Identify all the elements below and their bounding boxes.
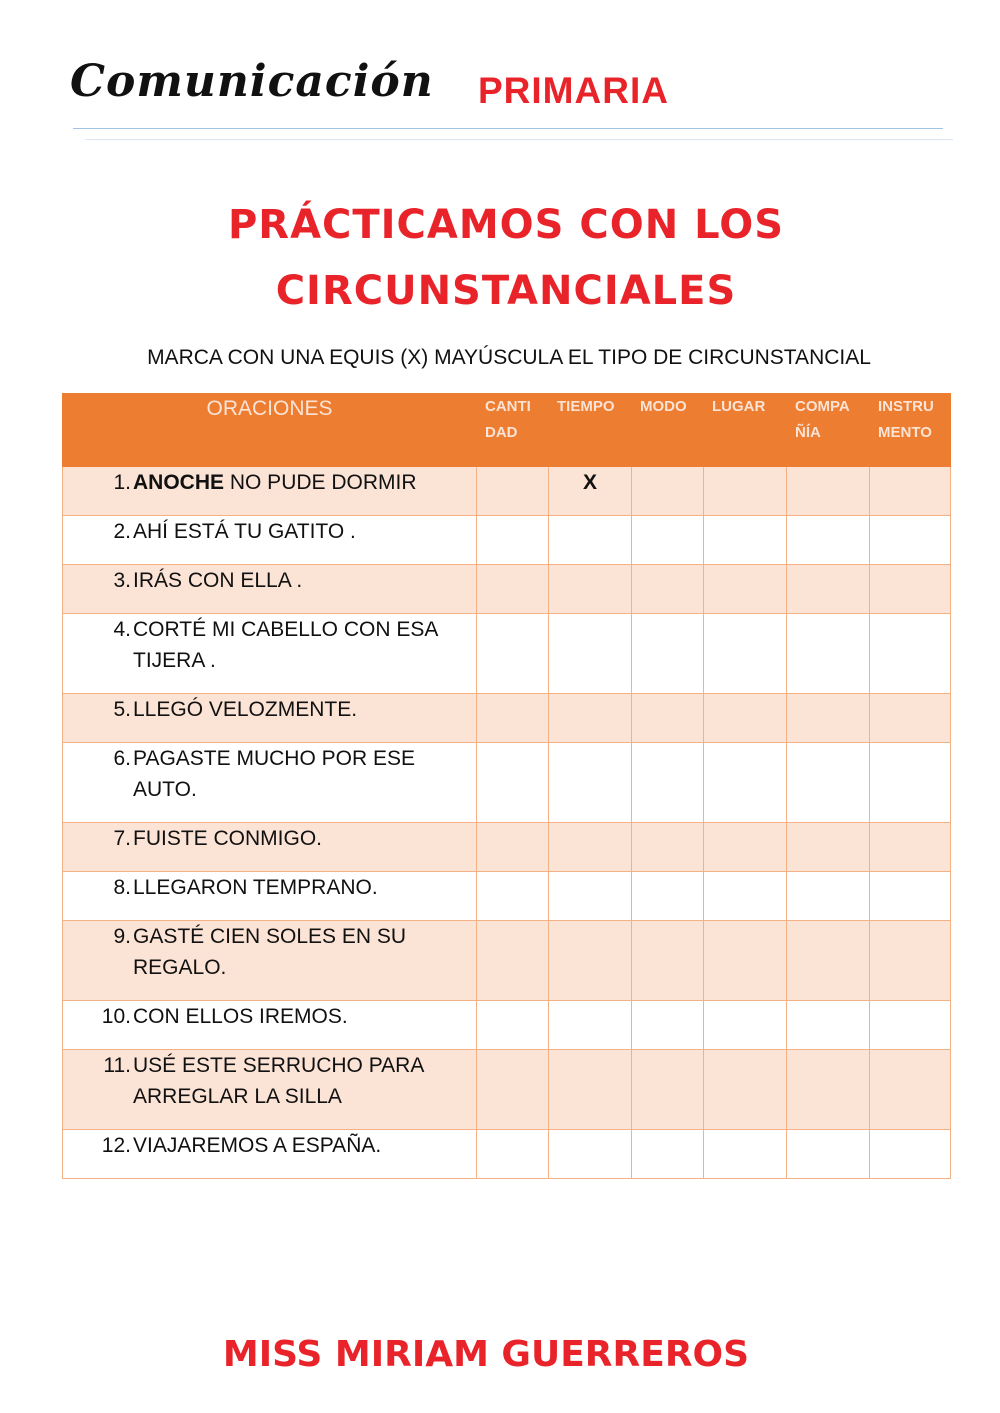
sentence-body: PAGASTE MUCHO POR ESE AUTO.	[133, 747, 420, 801]
sentence-cell	[63, 743, 477, 823]
header-lugar	[704, 394, 787, 467]
sentence-text	[132, 1130, 458, 1161]
answer-cell[interactable]	[549, 516, 632, 565]
answer-cell[interactable]	[870, 516, 951, 565]
header-modo	[632, 394, 704, 467]
sentence-body: AHÍ ESTÁ TU GATITO .	[133, 520, 356, 543]
table-row	[63, 1130, 951, 1179]
answer-cell[interactable]	[870, 467, 951, 516]
sentence-cell	[63, 823, 477, 872]
answer-cell[interactable]	[870, 1130, 951, 1179]
answer-cell[interactable]	[787, 1001, 870, 1050]
sentence-number: 1.	[113, 471, 131, 494]
answer-cell[interactable]	[477, 516, 549, 565]
answer-cell[interactable]	[870, 823, 951, 872]
table-row	[63, 694, 951, 743]
answer-cell[interactable]	[549, 743, 632, 823]
answer-cell[interactable]	[549, 694, 632, 743]
answer-cell[interactable]	[787, 694, 870, 743]
answer-cell[interactable]	[704, 921, 787, 1001]
answer-cell[interactable]	[787, 743, 870, 823]
header-divider-secondary	[85, 139, 953, 140]
table-row	[63, 516, 951, 565]
sentence-number: 11.	[103, 1054, 131, 1077]
answer-cell[interactable]	[632, 694, 704, 743]
header-instrumento	[870, 394, 951, 467]
answer-cell[interactable]	[632, 1130, 704, 1179]
table-header-row	[63, 394, 951, 467]
header-instrumento-label: INSTRU MENTO	[878, 398, 934, 441]
header-oraciones: ORACIONES	[63, 394, 477, 467]
answer-cell[interactable]	[549, 1050, 632, 1130]
sentence-body: NO PUDE DORMIR	[224, 471, 417, 494]
answer-cell[interactable]	[477, 743, 549, 823]
sentence-text	[132, 872, 458, 903]
instruction-text: MARCA CON UNA EQUIS (X) MAYÚSCULA EL TIPO DE CIRCUNSTANCIAL	[147, 346, 871, 369]
sentence-number: 2.	[113, 520, 131, 543]
answer-cell[interactable]	[870, 872, 951, 921]
level-label: PRIMARIA	[478, 70, 669, 111]
sentence-body: CORTÉ MI CABELLO CON ESA TIJERA .	[133, 618, 443, 672]
answer-cell[interactable]	[632, 823, 704, 872]
answer-cell[interactable]	[704, 823, 787, 872]
answer-cell[interactable]	[787, 1130, 870, 1179]
answer-cell[interactable]: X	[549, 467, 632, 516]
answer-cell[interactable]	[477, 921, 549, 1001]
answer-cell[interactable]	[704, 1050, 787, 1130]
answer-cell[interactable]	[632, 516, 704, 565]
table-row	[63, 1050, 951, 1130]
author-footer: MISS MIRIAM GUERREROS	[222, 1334, 750, 1375]
answer-cell[interactable]	[632, 614, 704, 694]
sentence-text	[132, 467, 458, 498]
sentence-cell	[63, 872, 477, 921]
sentence-text	[132, 1001, 458, 1032]
answer-cell[interactable]	[870, 921, 951, 1001]
sentence-number: 10.	[101, 1005, 131, 1028]
sentence-body: GASTÉ CIEN SOLES EN SU REGALO.	[133, 925, 412, 979]
answer-cell[interactable]	[632, 872, 704, 921]
answer-cell[interactable]	[632, 565, 704, 614]
answer-cell[interactable]	[704, 614, 787, 694]
answer-cell[interactable]	[549, 921, 632, 1001]
sentence-body: LLEGARON TEMPRANO.	[133, 876, 378, 899]
answer-cell[interactable]	[704, 1130, 787, 1179]
title-line-1: PRÁCTICAMOS CON LOS	[227, 202, 785, 248]
answer-cell[interactable]	[704, 694, 787, 743]
sentence-text	[132, 516, 458, 547]
table-row	[63, 614, 951, 694]
answer-cell[interactable]	[870, 1001, 951, 1050]
answer-cell[interactable]	[787, 872, 870, 921]
answer-cell[interactable]	[704, 516, 787, 565]
table-row	[63, 743, 951, 823]
answer-cell[interactable]	[549, 823, 632, 872]
answer-cell[interactable]	[870, 614, 951, 694]
sentence-cell	[63, 516, 477, 565]
sentence-number: 4.	[113, 618, 131, 641]
sentence-text	[132, 921, 458, 983]
answer-cell[interactable]	[549, 1001, 632, 1050]
answer-cell[interactable]	[549, 614, 632, 694]
table-row	[63, 872, 951, 921]
sentence-body: CON ELLOS IREMOS.	[133, 1005, 348, 1028]
table-row	[63, 565, 951, 614]
table-row	[63, 1001, 951, 1050]
sentence-cell	[63, 1130, 477, 1179]
answer-cell[interactable]	[632, 921, 704, 1001]
answer-cell[interactable]	[870, 565, 951, 614]
answer-cell[interactable]	[632, 467, 704, 516]
sentence-highlight: ANOCHE	[133, 471, 225, 494]
answer-cell[interactable]	[787, 921, 870, 1001]
sentence-body: FUISTE CONMIGO.	[133, 827, 322, 850]
answer-cell[interactable]	[704, 872, 787, 921]
answer-cell[interactable]	[870, 694, 951, 743]
answer-cell[interactable]	[477, 1130, 549, 1179]
answer-cell[interactable]	[632, 743, 704, 823]
answer-cell[interactable]	[704, 467, 787, 516]
sentence-cell	[63, 565, 477, 614]
header-compania-label: COMPA ÑÍA	[795, 398, 850, 441]
sentence-cell	[63, 614, 477, 694]
exercise-table	[62, 393, 951, 1179]
header-divider	[73, 128, 943, 129]
answer-cell[interactable]	[787, 565, 870, 614]
answer-cell[interactable]	[787, 614, 870, 694]
answer-cell[interactable]	[632, 1001, 704, 1050]
answer-cell[interactable]	[549, 1130, 632, 1179]
table-row	[63, 823, 951, 872]
sentence-text	[132, 614, 458, 676]
answer-cell[interactable]	[704, 565, 787, 614]
sentence-number: 9.	[113, 925, 131, 948]
answer-cell[interactable]	[477, 694, 549, 743]
answer-cell[interactable]	[477, 1050, 549, 1130]
sentence-text	[132, 565, 458, 596]
sentence-body: USÉ ESTE SERRUCHO PARA ARREGLAR LA SILLA	[133, 1054, 428, 1108]
title-line-2: CIRCUNSTANCIALES	[275, 268, 737, 314]
header-cantidad	[477, 394, 549, 467]
sentence-number: 7.	[113, 827, 131, 850]
sentence-number: 8.	[113, 876, 131, 899]
sentence-text	[132, 694, 458, 725]
answer-cell[interactable]	[477, 565, 549, 614]
sentence-cell	[63, 921, 477, 1001]
worksheet-title	[0, 192, 1000, 324]
header-lugar-label: LUGAR	[712, 398, 766, 415]
header-modo-label: MODO	[640, 398, 687, 415]
answer-cell[interactable]	[477, 614, 549, 694]
answer-cell[interactable]	[549, 872, 632, 921]
sentence-body: LLEGÓ VELOZMENTE.	[133, 698, 358, 721]
answer-cell[interactable]	[787, 516, 870, 565]
answer-cell[interactable]	[477, 823, 549, 872]
sentence-body: VIAJAREMOS A ESPAÑA.	[133, 1134, 382, 1157]
sentence-number: 12.	[101, 1134, 131, 1157]
sentence-cell	[63, 694, 477, 743]
header-tiempo	[549, 394, 632, 467]
sentence-number: 3.	[113, 569, 131, 592]
answer-cell[interactable]	[477, 872, 549, 921]
answer-cell[interactable]	[704, 1001, 787, 1050]
answer-cell[interactable]	[632, 1050, 704, 1130]
table-row	[63, 921, 951, 1001]
answer-cell[interactable]	[787, 823, 870, 872]
answer-cell[interactable]	[549, 565, 632, 614]
sentence-number: 5.	[113, 698, 131, 721]
sentence-cell	[63, 1050, 477, 1130]
table-row	[63, 467, 951, 516]
answer-cell[interactable]	[704, 743, 787, 823]
header-tiempo-label: TIEMPO	[557, 398, 615, 415]
header-compania	[787, 394, 870, 467]
sentence-cell	[63, 1001, 477, 1050]
sentence-body: IRÁS CON ELLA .	[133, 569, 303, 592]
answer-cell[interactable]	[787, 467, 870, 516]
sentence-text	[132, 743, 458, 805]
answer-cell[interactable]	[477, 467, 549, 516]
sentence-text	[132, 1050, 458, 1112]
answer-cell[interactable]	[870, 1050, 951, 1130]
answer-cell[interactable]	[477, 1001, 549, 1050]
sentence-cell	[63, 467, 477, 516]
sentence-number: 6.	[113, 747, 131, 770]
answer-cell[interactable]	[787, 1050, 870, 1130]
answer-cell[interactable]	[870, 743, 951, 823]
header-cantidad-label: CANTI DAD	[485, 398, 531, 441]
subject-title: Comunicación	[70, 56, 434, 107]
sentence-text	[132, 823, 458, 854]
